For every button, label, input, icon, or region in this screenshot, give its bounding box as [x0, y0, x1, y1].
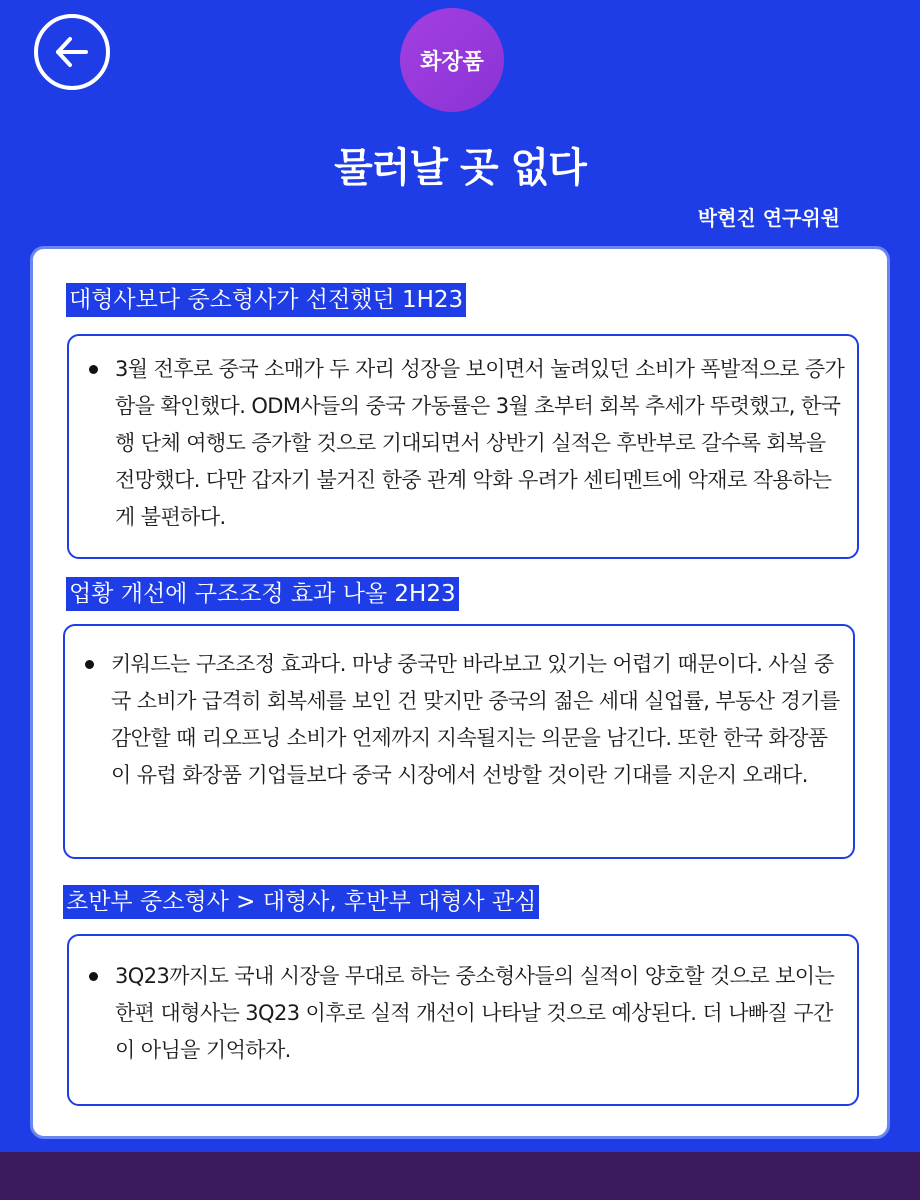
- section-heading-2: 업황 개선에 구조조정 효과 나올 2H23: [66, 577, 459, 611]
- list-item: [69, 936, 857, 1069]
- back-button[interactable]: [34, 14, 110, 90]
- author-name: 박현진 연구위원: [697, 206, 840, 230]
- bullet-icon: [85, 660, 94, 669]
- category-badge: 화장품: [400, 8, 504, 112]
- section-heading-1: 대형사보다 중소형사가 선전했던 1H23: [66, 283, 466, 317]
- section-box-2: [63, 624, 855, 859]
- list-item-text: 키워드는 구조조정 효과다. 마냥 중국만 바라보고 있기는 어렵기 때문이다. 사실 중국 소비가 급격히 회복세를 보인 건 맞지만 중국의 젊은 세대 실업률, 부동산 경기를 감안할 때 리오프닝 소비가 언제까지 지속될지는 의문을 남긴다. 또한 한국 화장품이 유럽 화장품 기업들보다 중국 시장에서 선방할 것이란 기대를 지운지 오래다.: [111, 652, 840, 787]
- bullet-icon: [89, 972, 98, 981]
- content-card: [30, 246, 890, 1139]
- section-box-1: [67, 334, 859, 559]
- list-item-text: 3월 전후로 중국 소매가 두 자리 성장을 보이면서 눌려있던 소비가 폭발적으로 증가함을 확인했다. ODM사들의 중국 가동률은 3월 초부터 회복 추세가 뚜렷했고, 한국행 단체 여행도 증가할 것으로 기대되면서 상반기 실적은 후반부로 갈수록 회복을 전망했다. 다만 갑자기 불거진 한중 관계 악화 우려가 센티멘트에 악재로 작용하는 게 불편하다.: [115, 357, 845, 529]
- section-heading-3: 초반부 중소형사 > 대형사, 후반부 대형사 관심: [63, 885, 539, 919]
- arrow-left-circle-icon: [50, 30, 94, 74]
- section-box-3: [67, 934, 859, 1106]
- list-item: [65, 626, 853, 794]
- list-item-text: 3Q23까지도 국내 시장을 무대로 하는 중소형사들의 실적이 양호할 것으로 보이는 한편 대형사는 3Q23 이후로 실적 개선이 나타날 것으로 예상된다. 더 나빠질 구간이 아님을 기억하자.: [115, 964, 835, 1062]
- footer-bar: [0, 1152, 920, 1200]
- page-title: 물러날 곳 없다: [334, 145, 586, 191]
- bullet-icon: [89, 365, 98, 374]
- list-item: [69, 336, 857, 536]
